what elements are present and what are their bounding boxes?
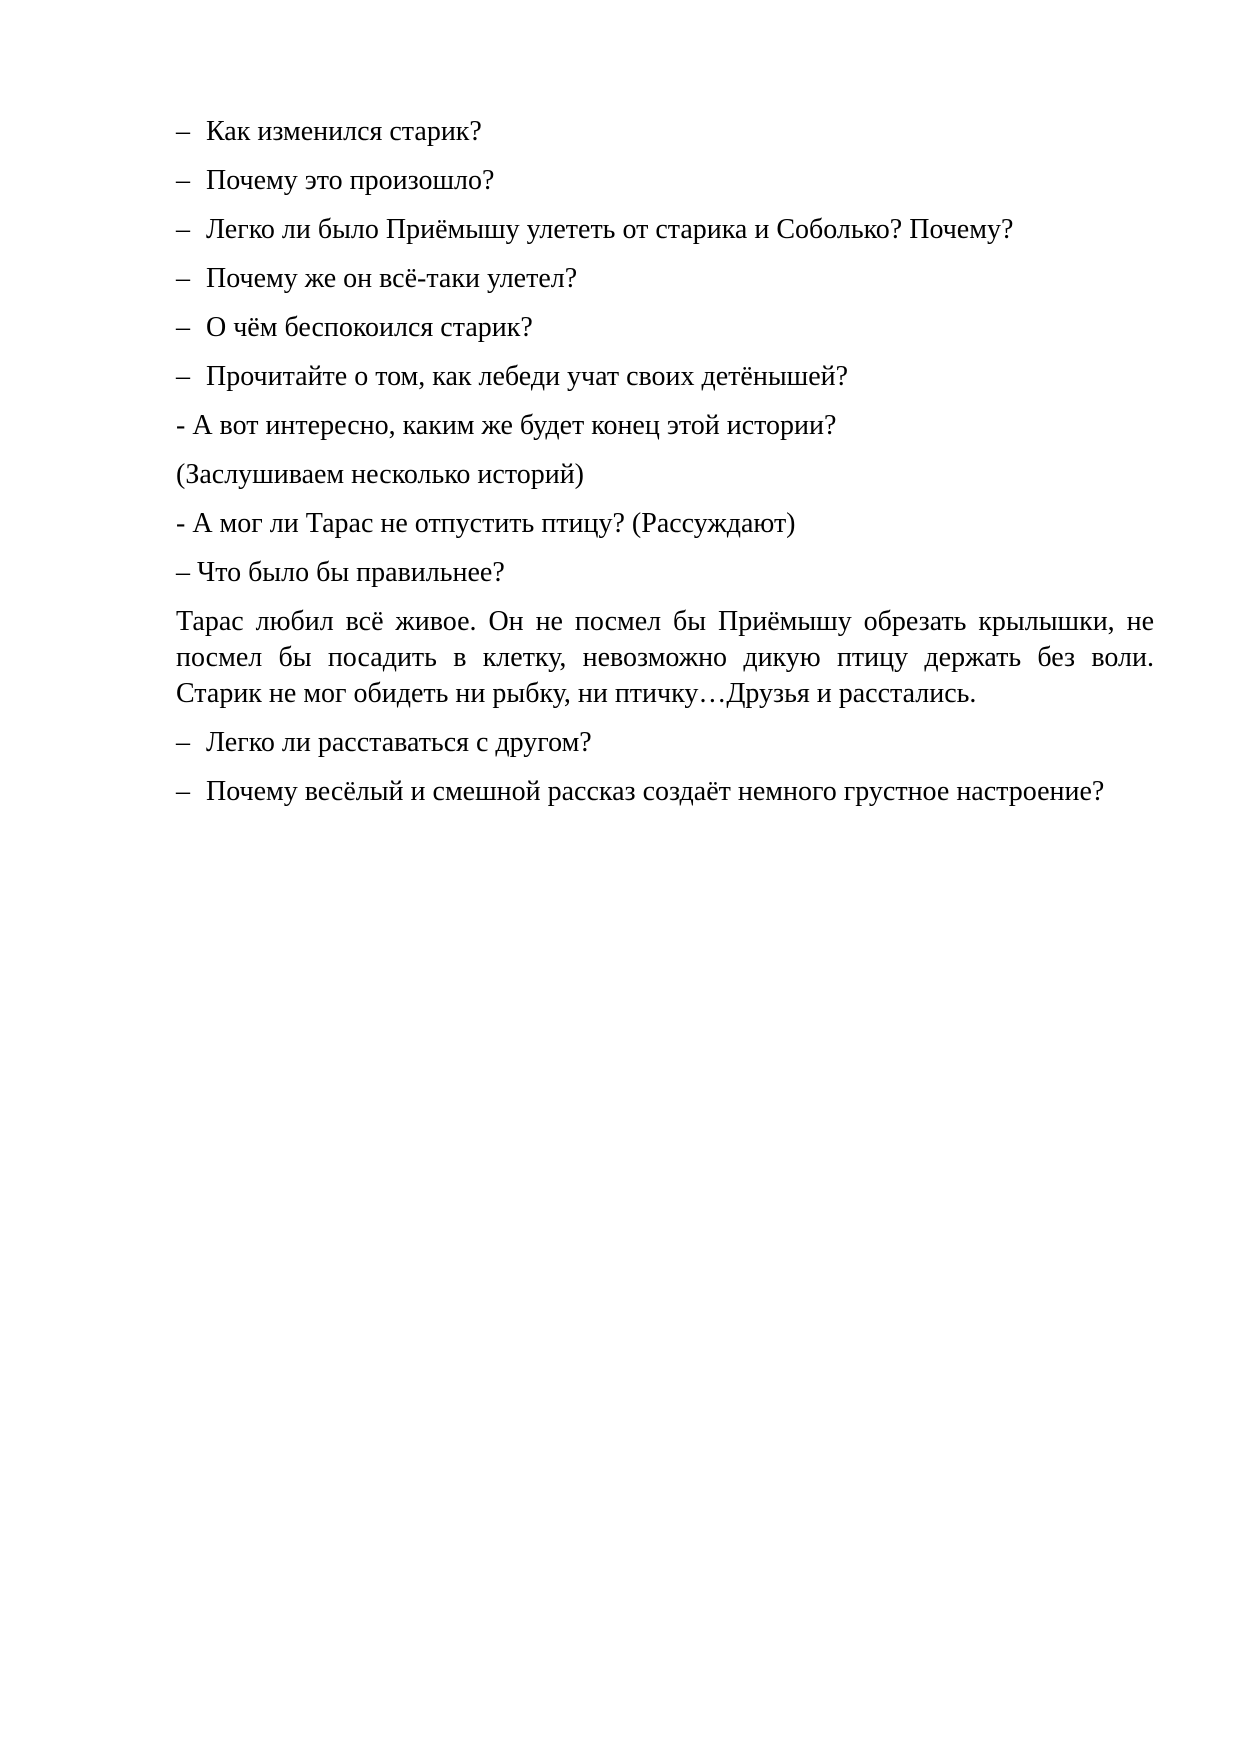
question-text: О чём беспокоился старик?	[206, 312, 533, 343]
document-body	[176, 114, 1154, 823]
question-line	[176, 359, 1154, 395]
dash-mark: –	[176, 116, 190, 147]
question-text: Легко ли расставаться с другом?	[206, 727, 592, 758]
question-line	[176, 725, 1154, 761]
question-line	[176, 261, 1154, 297]
question-text: Почему же он всё-таки улетел?	[206, 263, 578, 294]
question-text: Как изменился старик?	[206, 116, 482, 147]
dash-mark: –	[176, 263, 190, 294]
question-text: Почему весёлый и смешной рассказ создаёт немного грустное настроение?	[206, 776, 1105, 807]
question-line	[176, 114, 1154, 150]
dash-mark: –	[176, 165, 190, 196]
dash-mark: –	[176, 361, 190, 392]
body-paragraph: Тарас любил всё живое. Он не посмел бы Приёмышу обрезать крылышки, не посмел бы посадить в клетку, невозможно дикую птицу держать без воли. Старик не мог обидеть ни рыбку, ни птичку…Друзья и расстались.	[176, 606, 1154, 709]
question-line	[176, 310, 1154, 346]
prompt-ending: - А вот интересно, каким же будет конец этой истории?	[176, 410, 837, 441]
dash-mark: –	[176, 312, 190, 343]
question-text: Легко ли было Приёмышу улететь от старика и Соболько? Почему?	[206, 214, 1014, 245]
dash-mark: –	[176, 214, 190, 245]
question-line	[176, 212, 1154, 248]
question-text: Прочитайте о том, как лебеди учат своих детёнышей?	[206, 361, 849, 392]
question-line	[176, 163, 1154, 199]
question-text: Почему это произошло?	[206, 165, 495, 196]
dash-mark: –	[176, 776, 190, 807]
question-line	[176, 774, 1154, 810]
prompt-taras: - А мог ли Тарас не отпустить птицу? (Рассуждают)	[176, 508, 796, 539]
prompt-correct: – Что было бы правильнее?	[176, 557, 505, 588]
dash-mark: –	[176, 727, 190, 758]
note-listen: (Заслушиваем несколько историй)	[176, 459, 584, 490]
